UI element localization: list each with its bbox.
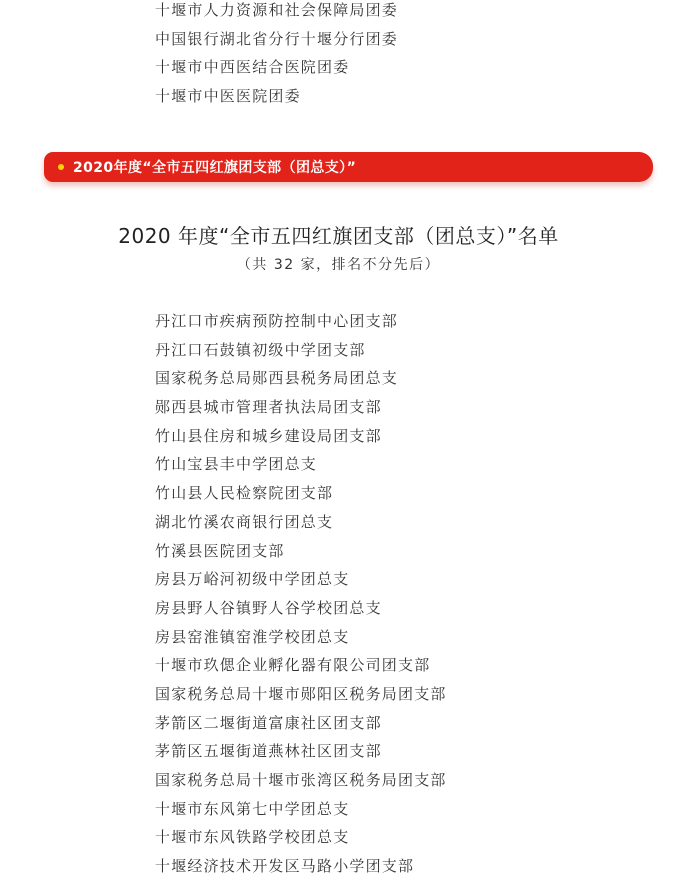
list-item: 竹山宝县丰中学团总支 xyxy=(155,455,318,474)
list-item: 湖北竹溪农商银行团总支 xyxy=(155,512,334,531)
bullet-dot-icon xyxy=(58,164,64,170)
list-item: 竹山县住房和城乡建设局团支部 xyxy=(155,426,382,445)
list-item: 郧西县城市管理者执法局团支部 xyxy=(155,398,382,417)
list-item: 国家税务总局郧西县税务局团总支 xyxy=(155,369,399,388)
list-item: 竹山县人民检察院团支部 xyxy=(155,484,334,503)
list-item: 房县窑淮镇窑淮学校团总支 xyxy=(155,627,350,646)
list-item: 十堰市东风第七中学团总支 xyxy=(155,799,350,818)
list-item: 丹江口市疾病预防控制中心团支部 xyxy=(155,312,399,330)
list-item: 中国银行湖北省分行十堰分行团委 xyxy=(155,29,399,48)
list-item: 茅箭区二堰街道富康社区团支部 xyxy=(155,713,382,732)
list-item: 房县野人谷镇野人谷学校团总支 xyxy=(155,598,382,617)
list-item: 十堰市中医医院团委 xyxy=(155,87,301,106)
section-subtitle: （共 32 家，排名不分先后） xyxy=(236,257,441,273)
list-item: 国家税务总局十堰市郧阳区税务局团支部 xyxy=(155,684,447,703)
list-item: 十堰市人力资源和社会保障局团委 xyxy=(155,1,399,19)
list-item: 茅箭区五堰街道燕林社区团支部 xyxy=(155,742,382,761)
banner-text: 2020年度“全市五四红旗团支部（团总支）” xyxy=(73,160,357,176)
list-item: 十堰市玖偲企业孵化器有限公司团支部 xyxy=(155,656,431,675)
list-item: 十堰经济技术开发区马路小学团支部 xyxy=(155,857,415,876)
list-item: 十堰市中西医结合医院团委 xyxy=(155,58,350,77)
honoree-list xyxy=(155,307,447,881)
list-item: 竹溪县医院团支部 xyxy=(155,541,285,560)
section-banner xyxy=(44,152,653,182)
list-item: 国家税务总局十堰市张湾区税务局团支部 xyxy=(155,771,447,789)
list-item: 房县万峪河初级中学团总支 xyxy=(155,570,350,589)
list-item: 丹江口石鼓镇初级中学团支部 xyxy=(155,340,366,359)
previous-section-list xyxy=(155,0,398,111)
section-title: 2020 年度“全市五四红旗团支部（团总支）”名单 xyxy=(118,224,559,248)
list-item: 十堰市东风铁路学校团总支 xyxy=(155,828,350,847)
